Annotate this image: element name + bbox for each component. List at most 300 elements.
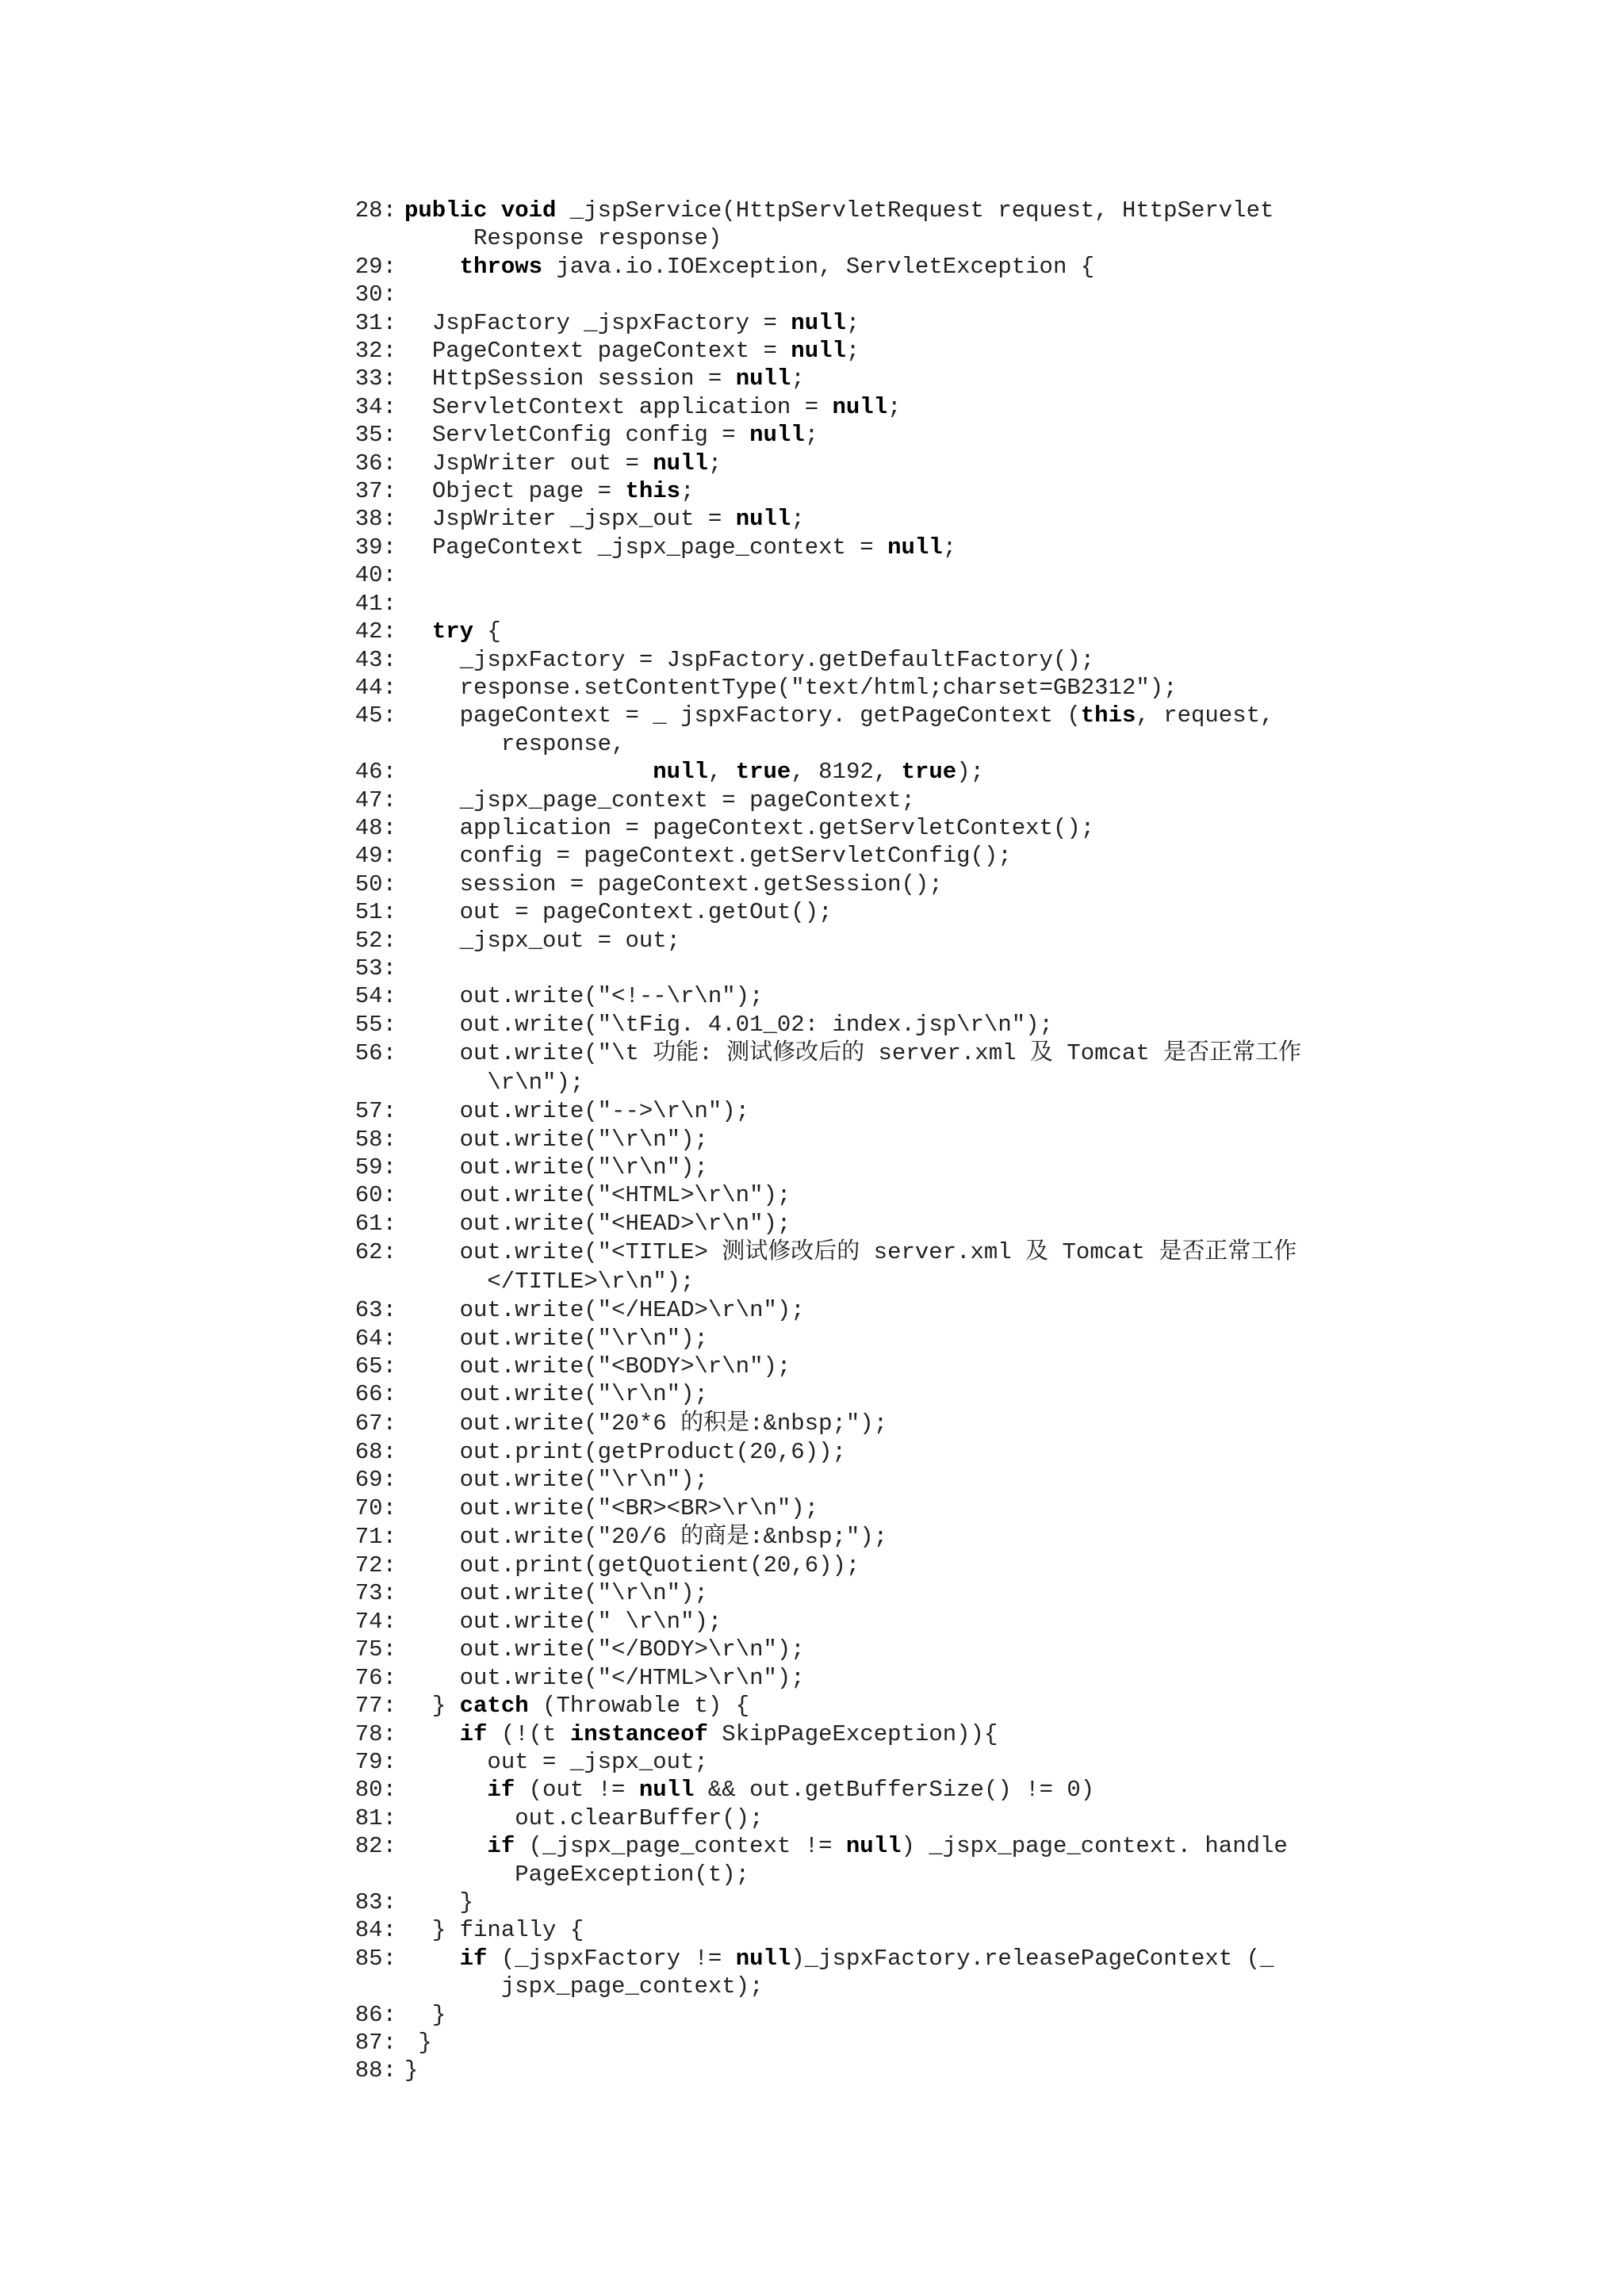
code-text: out.write("\r\n"); <box>404 1126 708 1153</box>
line-code <box>404 1945 1383 2001</box>
code-text: out.write("<HTML>\r\n"); <box>404 1182 791 1209</box>
line-code <box>404 1039 1383 1097</box>
code-line <box>352 1776 1383 1804</box>
line-number: 37 : <box>352 477 396 505</box>
wrapped-continuation <box>404 1861 1383 1888</box>
code-keyword: null <box>845 1833 902 1860</box>
line-number: 41 : <box>352 590 396 618</box>
code-text: (!(t <box>487 1720 570 1747</box>
code-keyword: this <box>625 478 681 505</box>
code-line <box>352 982 1383 1010</box>
line-code <box>404 814 1383 842</box>
code-text: out.write("<!--\r\n"); <box>404 983 764 1010</box>
code-text: JspWriter _jspx_out = <box>404 506 736 533</box>
line-number: 29 : <box>352 253 396 281</box>
line-number: 66 : <box>352 1380 396 1408</box>
code-line <box>352 1011 1383 1039</box>
code-keyword: null <box>749 422 805 449</box>
code-text: HttpSession session = <box>404 365 736 392</box>
code-text: PageException(t); <box>515 1861 750 1888</box>
code-line <box>352 1438 1383 1466</box>
line-number: 68 : <box>352 1438 396 1466</box>
code-line <box>352 1720 1383 1748</box>
code-text: )_jspxFactory.releasePageContext (_ <box>791 1945 1274 1972</box>
code-line <box>352 534 1383 561</box>
code-keyword: null <box>791 309 846 336</box>
code-line <box>352 702 1383 758</box>
code-line <box>352 1608 1383 1636</box>
line-code <box>404 1608 1383 1636</box>
line-number: 83 : <box>352 1888 396 1916</box>
line-code <box>404 1181 1383 1209</box>
code-line <box>352 1832 1383 1888</box>
code-text <box>404 759 653 785</box>
line-number: 60 : <box>352 1181 396 1209</box>
code-line <box>352 1238 1383 1296</box>
line-number: 28 : <box>352 197 396 224</box>
code-keyword: if <box>487 1777 515 1804</box>
code-line <box>352 1888 1383 1916</box>
line-number: 88 : <box>352 2057 396 2084</box>
wrapped-continuation <box>404 1068 1383 1097</box>
line-code <box>404 1494 1383 1522</box>
code-text: ; <box>791 365 805 392</box>
code-line <box>352 1664 1383 1692</box>
line-code <box>404 1888 1383 1916</box>
code-text: , request, <box>1136 702 1274 729</box>
line-code <box>404 253 1383 281</box>
code-line <box>352 1409 1383 1438</box>
code-text: out.write("-->\r\n"); <box>404 1098 750 1125</box>
line-code <box>404 702 1383 758</box>
code-text: { <box>473 618 501 645</box>
line-number: 36 : <box>352 450 396 477</box>
code-text: out = _jspx_out; <box>404 1748 708 1775</box>
code-line <box>352 590 1383 618</box>
line-code <box>404 1804 1383 1832</box>
line-code <box>404 1552 1383 1579</box>
code-text <box>404 1721 460 1747</box>
code-line <box>352 1748 1383 1776</box>
line-number: 31 : <box>352 309 396 337</box>
code-text: _jspx_out = out; <box>404 927 681 954</box>
code-keyword: null <box>832 393 888 420</box>
line-number: 82 : <box>352 1832 396 1860</box>
line-code <box>404 1296 1383 1324</box>
code-text: _jspService(HttpServletRequest request, HttpServlet <box>556 197 1274 224</box>
code-text <box>404 254 460 280</box>
line-number: 77 : <box>352 1692 396 1720</box>
line-number: 53 : <box>352 955 396 982</box>
line-number: 55 : <box>352 1011 396 1039</box>
line-number: 76 : <box>352 1664 396 1692</box>
line-number: 67 : <box>352 1409 396 1438</box>
code-line <box>352 1552 1383 1579</box>
code-text: } <box>404 2057 419 2084</box>
code-text: out.write("<HEAD>\r\n"); <box>404 1210 791 1237</box>
line-code <box>404 982 1383 1010</box>
code-keyword: true <box>735 759 791 786</box>
line-code <box>404 2057 1383 2084</box>
line-number: 56 : <box>352 1039 396 1068</box>
code-line <box>352 1181 1383 1209</box>
code-keyword: catch <box>459 1693 529 1720</box>
code-text: && out.getBufferSize() != 0) <box>694 1777 1095 1804</box>
code-listing <box>352 197 1383 2085</box>
line-number: 40 : <box>352 561 396 589</box>
code-text: java.io.IOException, ServletException { <box>542 253 1095 280</box>
code-text: ; <box>887 393 902 420</box>
line-code <box>404 197 1383 253</box>
code-line <box>352 1466 1383 1494</box>
line-code <box>404 1692 1383 1720</box>
code-line <box>352 421 1383 449</box>
code-text: ); <box>956 759 984 786</box>
code-line <box>352 927 1383 955</box>
line-number: 42 : <box>352 618 396 645</box>
code-text: out.write("</HEAD>\r\n"); <box>404 1297 805 1324</box>
code-line <box>352 814 1383 842</box>
line-code <box>404 1720 1383 1748</box>
code-keyword: void <box>500 197 557 224</box>
line-number: 73 : <box>352 1579 396 1607</box>
line-code <box>404 1126 1383 1154</box>
line-code <box>404 1409 1383 1438</box>
code-line <box>352 1692 1383 1720</box>
code-text: ; <box>707 450 722 476</box>
code-line <box>352 253 1383 281</box>
code-text: out.print(getQuotient(20,6)); <box>404 1552 860 1579</box>
code-text: , <box>707 759 736 786</box>
code-keyword: if <box>487 1833 515 1860</box>
code-line <box>352 842 1383 870</box>
line-number: 87 : <box>352 2029 396 2057</box>
line-code <box>404 1238 1383 1296</box>
code-line <box>352 505 1383 533</box>
code-line <box>352 1210 1383 1238</box>
line-code <box>404 393 1383 421</box>
line-code <box>404 618 1383 645</box>
code-text: out.write("<BR><BR>\r\n"); <box>404 1494 819 1521</box>
line-number: 52 : <box>352 927 396 955</box>
code-keyword: null <box>653 759 708 786</box>
line-number: 57 : <box>352 1097 396 1125</box>
wrapped-continuation <box>404 1267 1383 1296</box>
line-number: 71 : <box>352 1522 396 1552</box>
code-keyword: this <box>1080 702 1136 729</box>
code-text: out = pageContext.getOut(); <box>404 899 833 926</box>
code-keyword: null <box>735 1945 791 1972</box>
line-number: 69 : <box>352 1466 396 1494</box>
line-number: 48 : <box>352 814 396 842</box>
code-line <box>352 871 1383 898</box>
line-number: 43 : <box>352 646 396 674</box>
wrapped-continuation <box>404 730 1383 758</box>
line-code <box>404 1832 1383 1888</box>
code-text: out.write("\r\n"); <box>404 1467 708 1494</box>
code-line <box>352 1296 1383 1324</box>
line-number: 63 : <box>352 1296 396 1324</box>
line-code <box>404 786 1383 814</box>
line-number: 35 : <box>352 421 396 449</box>
code-text: out.write("20/6 的商是:&nbsp;"); <box>404 1524 888 1551</box>
line-code <box>404 1353 1383 1380</box>
code-text: ServletContext application = <box>404 393 833 420</box>
code-text: ; <box>845 338 860 365</box>
code-line <box>352 1579 1383 1607</box>
code-keyword: throws <box>459 253 543 280</box>
line-code <box>404 309 1383 337</box>
code-text: _jspx_page_context = pageContext; <box>404 786 915 813</box>
line-code <box>404 1579 1383 1607</box>
line-number: 47 : <box>352 786 396 814</box>
code-line <box>352 1636 1383 1663</box>
code-text: ServletConfig config = <box>404 422 750 449</box>
code-text: PageContext _jspx_page_context = <box>404 534 888 561</box>
line-number: 30 : <box>352 281 396 308</box>
code-text <box>404 1777 487 1803</box>
line-number: 38 : <box>352 505 396 533</box>
code-text: (out != <box>515 1777 639 1804</box>
code-keyword: null <box>791 338 846 365</box>
line-number: 51 : <box>352 898 396 926</box>
line-code <box>404 842 1383 870</box>
line-code <box>404 1522 1383 1552</box>
code-text: PageContext pageContext = <box>404 338 791 365</box>
code-text: response.setContentType("text/html;charset=GB2312"); <box>404 674 1178 701</box>
line-code <box>404 337 1383 365</box>
code-text: Object page = <box>404 478 626 505</box>
line-number: 54 : <box>352 982 396 1010</box>
code-line <box>352 281 1383 308</box>
code-line <box>352 898 1383 926</box>
line-code <box>404 365 1383 392</box>
line-code <box>404 1636 1383 1663</box>
code-line <box>352 393 1383 421</box>
code-text: JspWriter out = <box>404 450 653 476</box>
code-text <box>487 197 500 224</box>
code-keyword: null <box>887 534 943 561</box>
line-number: 80 : <box>352 1776 396 1804</box>
line-code <box>404 505 1383 533</box>
code-line <box>352 1804 1383 1832</box>
code-text: ; <box>804 422 819 449</box>
line-number: 45 : <box>352 702 396 729</box>
code-keyword: null <box>735 365 791 392</box>
code-keyword: null <box>638 1777 695 1804</box>
code-text: (_jspxFactory != <box>487 1945 736 1972</box>
line-code <box>404 1916 1383 1944</box>
code-keyword: if <box>459 1945 488 1972</box>
line-number: 39 : <box>352 534 396 561</box>
code-line <box>352 1380 1383 1408</box>
code-text: (Throwable t) { <box>528 1693 750 1720</box>
code-line <box>352 365 1383 392</box>
code-text: pageContext = _ jspxFactory. getPageContext ( <box>404 702 1081 729</box>
line-code <box>404 1776 1383 1804</box>
line-number: 50 : <box>352 871 396 898</box>
code-text <box>404 618 432 645</box>
code-text: (_jspx_page_context != <box>515 1833 846 1860</box>
code-keyword: instanceof <box>569 1720 708 1747</box>
line-code <box>404 1748 1383 1776</box>
code-text: } <box>404 2029 432 2056</box>
line-number: 70 : <box>352 1494 396 1522</box>
code-text: } finally { <box>404 1917 584 1944</box>
code-line <box>352 618 1383 645</box>
code-line <box>352 674 1383 702</box>
line-number: 81 : <box>352 1804 396 1832</box>
code-line <box>352 450 1383 477</box>
line-number: 84 : <box>352 1916 396 1944</box>
code-text: config = pageContext.getServletConfig(); <box>404 843 1012 870</box>
code-text: out.print(getProduct(20,6)); <box>404 1438 846 1465</box>
code-line <box>352 786 1383 814</box>
code-line <box>352 1945 1383 2001</box>
line-number: 79 : <box>352 1748 396 1776</box>
code-text: ; <box>791 506 805 533</box>
code-text: out.write("<BODY>\r\n"); <box>404 1353 791 1380</box>
code-text: } <box>404 2001 446 2028</box>
code-line <box>352 2001 1383 2029</box>
code-text: out.write("</HTML>\r\n"); <box>404 1664 805 1691</box>
code-text <box>404 1946 460 1972</box>
code-text: \r\n"); <box>487 1070 584 1096</box>
code-text: out.write("\t 功能: 测试修改后的 server.xml 及 Tomcat 是否正常工作 <box>404 1040 1302 1067</box>
code-text: , 8192, <box>791 759 902 786</box>
line-number: 46 : <box>352 758 396 786</box>
line-number: 75 : <box>352 1636 396 1663</box>
line-code <box>404 1664 1383 1692</box>
code-text: } <box>404 1888 474 1915</box>
code-line <box>352 309 1383 337</box>
code-text: out.write("\r\n"); <box>404 1154 708 1181</box>
line-number: 86 : <box>352 2001 396 2029</box>
line-code <box>404 898 1383 926</box>
line-code <box>404 674 1383 702</box>
code-line <box>352 758 1383 786</box>
line-code <box>404 534 1383 561</box>
line-number: 44 : <box>352 674 396 702</box>
code-line <box>352 1353 1383 1380</box>
code-text: session = pageContext.getSession(); <box>404 871 943 897</box>
code-keyword: true <box>901 759 957 786</box>
line-code <box>404 1380 1383 1408</box>
line-number: 61 : <box>352 1210 396 1238</box>
code-text: ; <box>942 534 957 561</box>
line-code <box>404 646 1383 674</box>
code-text: ) _jspx_page_context. handle <box>901 1833 1288 1860</box>
line-number: 62 : <box>352 1238 396 1267</box>
code-line <box>352 1154 1383 1181</box>
line-number: 85 : <box>352 1945 396 1973</box>
wrapped-continuation <box>404 224 1383 252</box>
code-line <box>352 1126 1383 1154</box>
line-number: 74 : <box>352 1608 396 1636</box>
line-code <box>404 477 1383 505</box>
code-line <box>352 197 1383 253</box>
code-line <box>352 1494 1383 1522</box>
line-code <box>404 1210 1383 1238</box>
code-line <box>352 1039 1383 1097</box>
code-keyword: null <box>735 506 791 533</box>
code-text: out.write("\r\n"); <box>404 1381 708 1408</box>
line-code <box>404 1011 1383 1039</box>
code-text <box>404 1833 487 1859</box>
code-text: out.write("\r\n"); <box>404 1580 708 1607</box>
code-text: _jspxFactory = JspFactory.getDefaultFactory(); <box>404 646 1095 673</box>
code-line <box>352 1325 1383 1353</box>
code-line <box>352 337 1383 365</box>
code-keyword: public <box>404 197 488 224</box>
code-text: Response response) <box>473 225 722 252</box>
line-number: 78 : <box>352 1720 396 1748</box>
code-keyword: null <box>653 450 708 476</box>
code-text: out.write("\r\n"); <box>404 1325 708 1352</box>
code-text: ; <box>845 309 860 336</box>
line-number: 49 : <box>352 842 396 870</box>
line-code <box>404 2029 1383 2057</box>
line-code <box>404 758 1383 786</box>
line-code <box>404 1097 1383 1125</box>
code-text: out.write("\tFig. 4.01_02: index.jsp\r\n"); <box>404 1011 1053 1038</box>
code-line <box>352 955 1383 982</box>
code-line <box>352 561 1383 589</box>
code-text: out.write("<TITLE> 测试修改后的 server.xml 及 Tomcat 是否正常工作 <box>404 1239 1297 1266</box>
code-text: out.clearBuffer(); <box>404 1804 764 1831</box>
code-line <box>352 2029 1383 2057</box>
code-text: jspx_page_context); <box>500 1973 764 2000</box>
code-text: out.write("</BODY>\r\n"); <box>404 1636 805 1663</box>
code-line <box>352 2057 1383 2084</box>
line-code <box>404 2001 1383 2029</box>
line-code <box>404 421 1383 449</box>
code-text: </TITLE>\r\n"); <box>487 1269 695 1295</box>
line-number: 72 : <box>352 1552 396 1579</box>
line-code <box>404 450 1383 477</box>
line-number: 33 : <box>352 365 396 392</box>
line-number: 65 : <box>352 1353 396 1380</box>
code-text: out.write("20*6 的积是:&nbsp;"); <box>404 1410 888 1437</box>
code-text: response, <box>500 730 626 757</box>
line-code <box>404 1325 1383 1353</box>
code-text: ; <box>680 478 695 505</box>
line-number: 58 : <box>352 1126 396 1154</box>
line-number: 59 : <box>352 1154 396 1181</box>
line-number: 32 : <box>352 337 396 365</box>
line-code <box>404 927 1383 955</box>
wrapped-continuation <box>404 1973 1383 2000</box>
code-text: JspFactory _jspxFactory = <box>404 309 791 336</box>
code-keyword: if <box>459 1720 488 1747</box>
code-text: out.write(" \r\n"); <box>404 1608 722 1635</box>
code-text: application = pageContext.getServletContext(); <box>404 814 1095 841</box>
code-line <box>352 646 1383 674</box>
line-number: 64 : <box>352 1325 396 1353</box>
code-line <box>352 1097 1383 1125</box>
code-line <box>352 1916 1383 1944</box>
line-number: 34 : <box>352 393 396 421</box>
code-text: } <box>404 1693 460 1720</box>
line-code <box>404 1154 1383 1181</box>
code-text: SkipPageException)){ <box>707 1720 998 1747</box>
line-code <box>404 1466 1383 1494</box>
code-line <box>352 1522 1383 1552</box>
line-code <box>404 871 1383 898</box>
line-code <box>404 1438 1383 1466</box>
code-keyword: try <box>431 618 474 645</box>
code-line <box>352 477 1383 505</box>
